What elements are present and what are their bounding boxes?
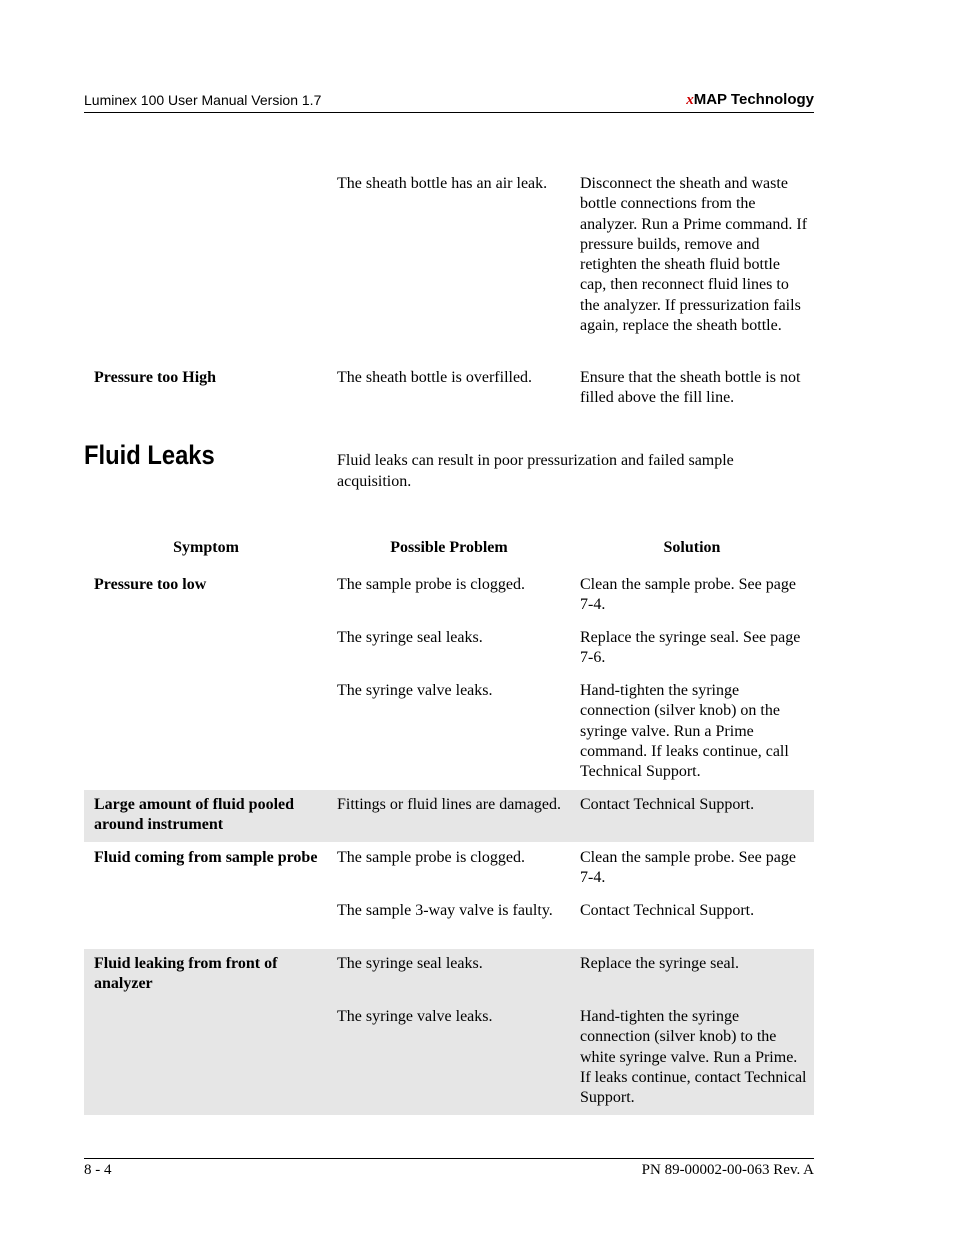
table-cell-solution: Ensure that the sheath bottle is not filled above the fill line. — [580, 369, 801, 407]
table-cell-solution: Replace the syringe seal. See page 7-6. — [580, 629, 801, 667]
table-cell-symptom: Large amount of fluid pooled around instrument — [94, 796, 295, 834]
table-cell-solution: Hand-tighten the syringe connection (silver knob) on the syringe valve. Run a Prime command. If leaks continue, call Technical Support. — [580, 682, 789, 781]
column-header-solution: Solution — [663, 539, 721, 556]
table-cell-solution: Disconnect the sheath and waste bottle connections from the analyzer. Run a Prime command. If pressure builds, remove and retighten the sheath fluid bottle cap, then reconnect fluid lines to the analyzer. If pressurization fails again, replace the sheath bottle. — [580, 175, 808, 335]
table-cell-problem: The syringe seal leaks. — [337, 955, 483, 972]
table-cell-problem: The sample 3-way valve is faulty. — [337, 902, 553, 919]
table-cell-problem: The sheath bottle has an air leak. — [337, 175, 548, 192]
table-cell-problem: The syringe valve leaks. — [337, 682, 493, 699]
table-cell-problem: The sheath bottle is overfilled. — [337, 369, 533, 386]
header-rule — [84, 112, 814, 113]
table-cell-symptom: Fluid coming from sample probe — [94, 849, 318, 866]
table-cell-symptom: Fluid leaking from front of analyzer — [94, 955, 278, 993]
part-number: PN 89-00002-00-063 Rev. A — [641, 1162, 814, 1178]
table-cell-problem: The sample probe is clogged. — [337, 849, 525, 866]
table-cell-solution: Contact Technical Support. — [580, 796, 755, 813]
table-cell-solution: Replace the syringe seal. — [580, 955, 740, 972]
table-cell-problem: Fittings or fluid lines are damaged. — [337, 796, 561, 813]
table-cell-problem: The syringe valve leaks. — [337, 1008, 493, 1025]
table-cell-problem: The syringe seal leaks. — [337, 629, 483, 646]
manual-title: Luminex 100 User Manual Version 1.7 — [84, 92, 322, 108]
brand-label — [686, 91, 814, 109]
section-title: Fluid Leaks — [84, 440, 215, 470]
column-header-symptom: Symptom — [173, 539, 239, 556]
section-intro: Fluid leaks can result in poor pressurization and failed sample acquisition. — [337, 452, 734, 490]
footer-rule — [84, 1158, 814, 1159]
table-cell-symptom: Pressure too low — [94, 576, 207, 593]
table-cell-solution: Contact Technical Support. — [580, 902, 755, 919]
page-number: 8 - 4 — [84, 1162, 112, 1178]
table-cell-solution: Clean the sample probe. See page 7-4. — [580, 849, 796, 887]
brand-x: x — [686, 92, 694, 108]
table-cell-problem: The sample probe is clogged. — [337, 576, 525, 593]
brand-rest: MAP Technology — [693, 91, 814, 108]
column-header-problem: Possible Problem — [390, 539, 508, 556]
table-cell-solution: Hand-tighten the syringe connection (silver knob) to the white syringe valve. Run a Prime. If leaks continue, contact Technical Support. — [580, 1008, 807, 1107]
table-cell-solution: Clean the sample probe. See page 7-4. — [580, 576, 796, 614]
table-cell-symptom: Pressure too High — [94, 369, 217, 386]
